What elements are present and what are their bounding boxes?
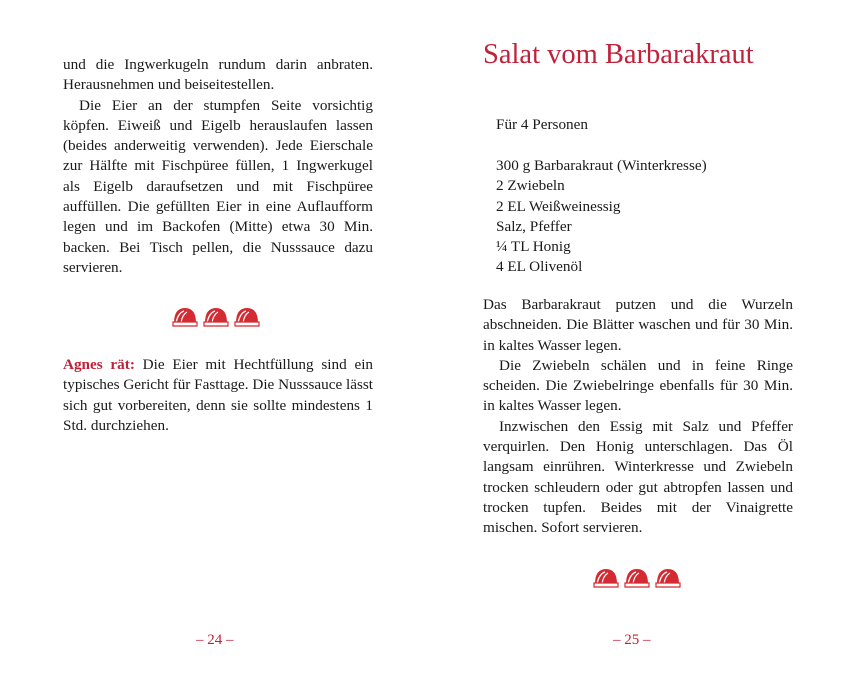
left-body-text [63, 55, 373, 278]
paragraph: Inzwischen den Essig mit Salz und Pfeffer verquirlen. Den Honig unterschlagen. Das Öl langsam einrühren. Winterkresse und Zwiebeln trocken schleudern oder gut abtropfen lassen und trocken tupfen. Beides mit der Vinaigrette mischen. Sofort servieren. [483, 417, 793, 537]
hat-ornament-icon [171, 305, 198, 327]
ingredient-list [496, 156, 707, 278]
ingredient-item: 2 EL Weißweinessig [496, 197, 621, 215]
page-number: – 24 – [196, 632, 234, 648]
ornament-divider [171, 305, 260, 327]
paragraph: Die Eier an der stumpfen Seite vorsichtig köpfen. Eiweiß und Eigelb herauslaufen lassen (beides anderweitig verwenden). Jede Eierschale zur Hälfte mit Fischpüree füllen, 1 Ingwerkugel als Eigelb daraufsetzen und mit Fischpüree auffüllen. Die gefüllten Eier in eine Auflaufform legen und im Backofen (Mitte) etwa 30 Min. backen. Bei Tisch pellen, die Nusssauce dazu servieren. [63, 96, 373, 276]
recipe-title: Salat vom Barbarakraut [483, 39, 754, 70]
tip-label: Agnes rät: [63, 356, 135, 373]
paragraph: Die Zwiebeln schälen und in feine Ringe scheiden. Die Zwiebelringe ebenfalls für 30 Min. in kaltes Wasser legen. [483, 356, 793, 415]
ingredient-item: Salz, Pfeffer [496, 217, 572, 235]
paragraph: Das Barbarakraut putzen und die Wurzeln abschneiden. Die Blätter waschen und für 30 Min. in kaltes Wasser legen. [483, 296, 793, 354]
hat-ornament-icon [592, 566, 619, 588]
ingredient-item: 4 EL Olivenöl [496, 258, 583, 276]
ornament-divider [592, 566, 681, 588]
hat-ornament-icon [654, 566, 681, 588]
tip-paragraph [63, 355, 373, 436]
tip-text: Die Eier mit Hechtfüllung sind ein typisches Gericht für Fasttage. Die Nusssauce lässt sich gut vorbereiten, denn sie sollte mindestens 1 Std. durchziehen. [63, 356, 374, 434]
ingredient-item: 300 g Barbarakraut (Winterkresse) [496, 157, 707, 174]
left-page [0, 0, 429, 699]
right-body-text [483, 295, 793, 539]
tip-box [63, 355, 373, 436]
paragraph: und die Ingwerkugeln rundum darin anbraten. Herausnehmen und beiseitestellen. [63, 56, 373, 94]
ingredient-item: 2 Zwiebeln [496, 177, 565, 195]
ingredient-item: ¼ TL Honig [496, 238, 571, 256]
page-number: – 25 – [613, 632, 651, 648]
servings: Für 4 Personen [496, 116, 588, 133]
hat-ornament-icon [623, 566, 650, 588]
hat-ornament-icon [233, 305, 260, 327]
hat-ornament-icon [202, 305, 229, 327]
